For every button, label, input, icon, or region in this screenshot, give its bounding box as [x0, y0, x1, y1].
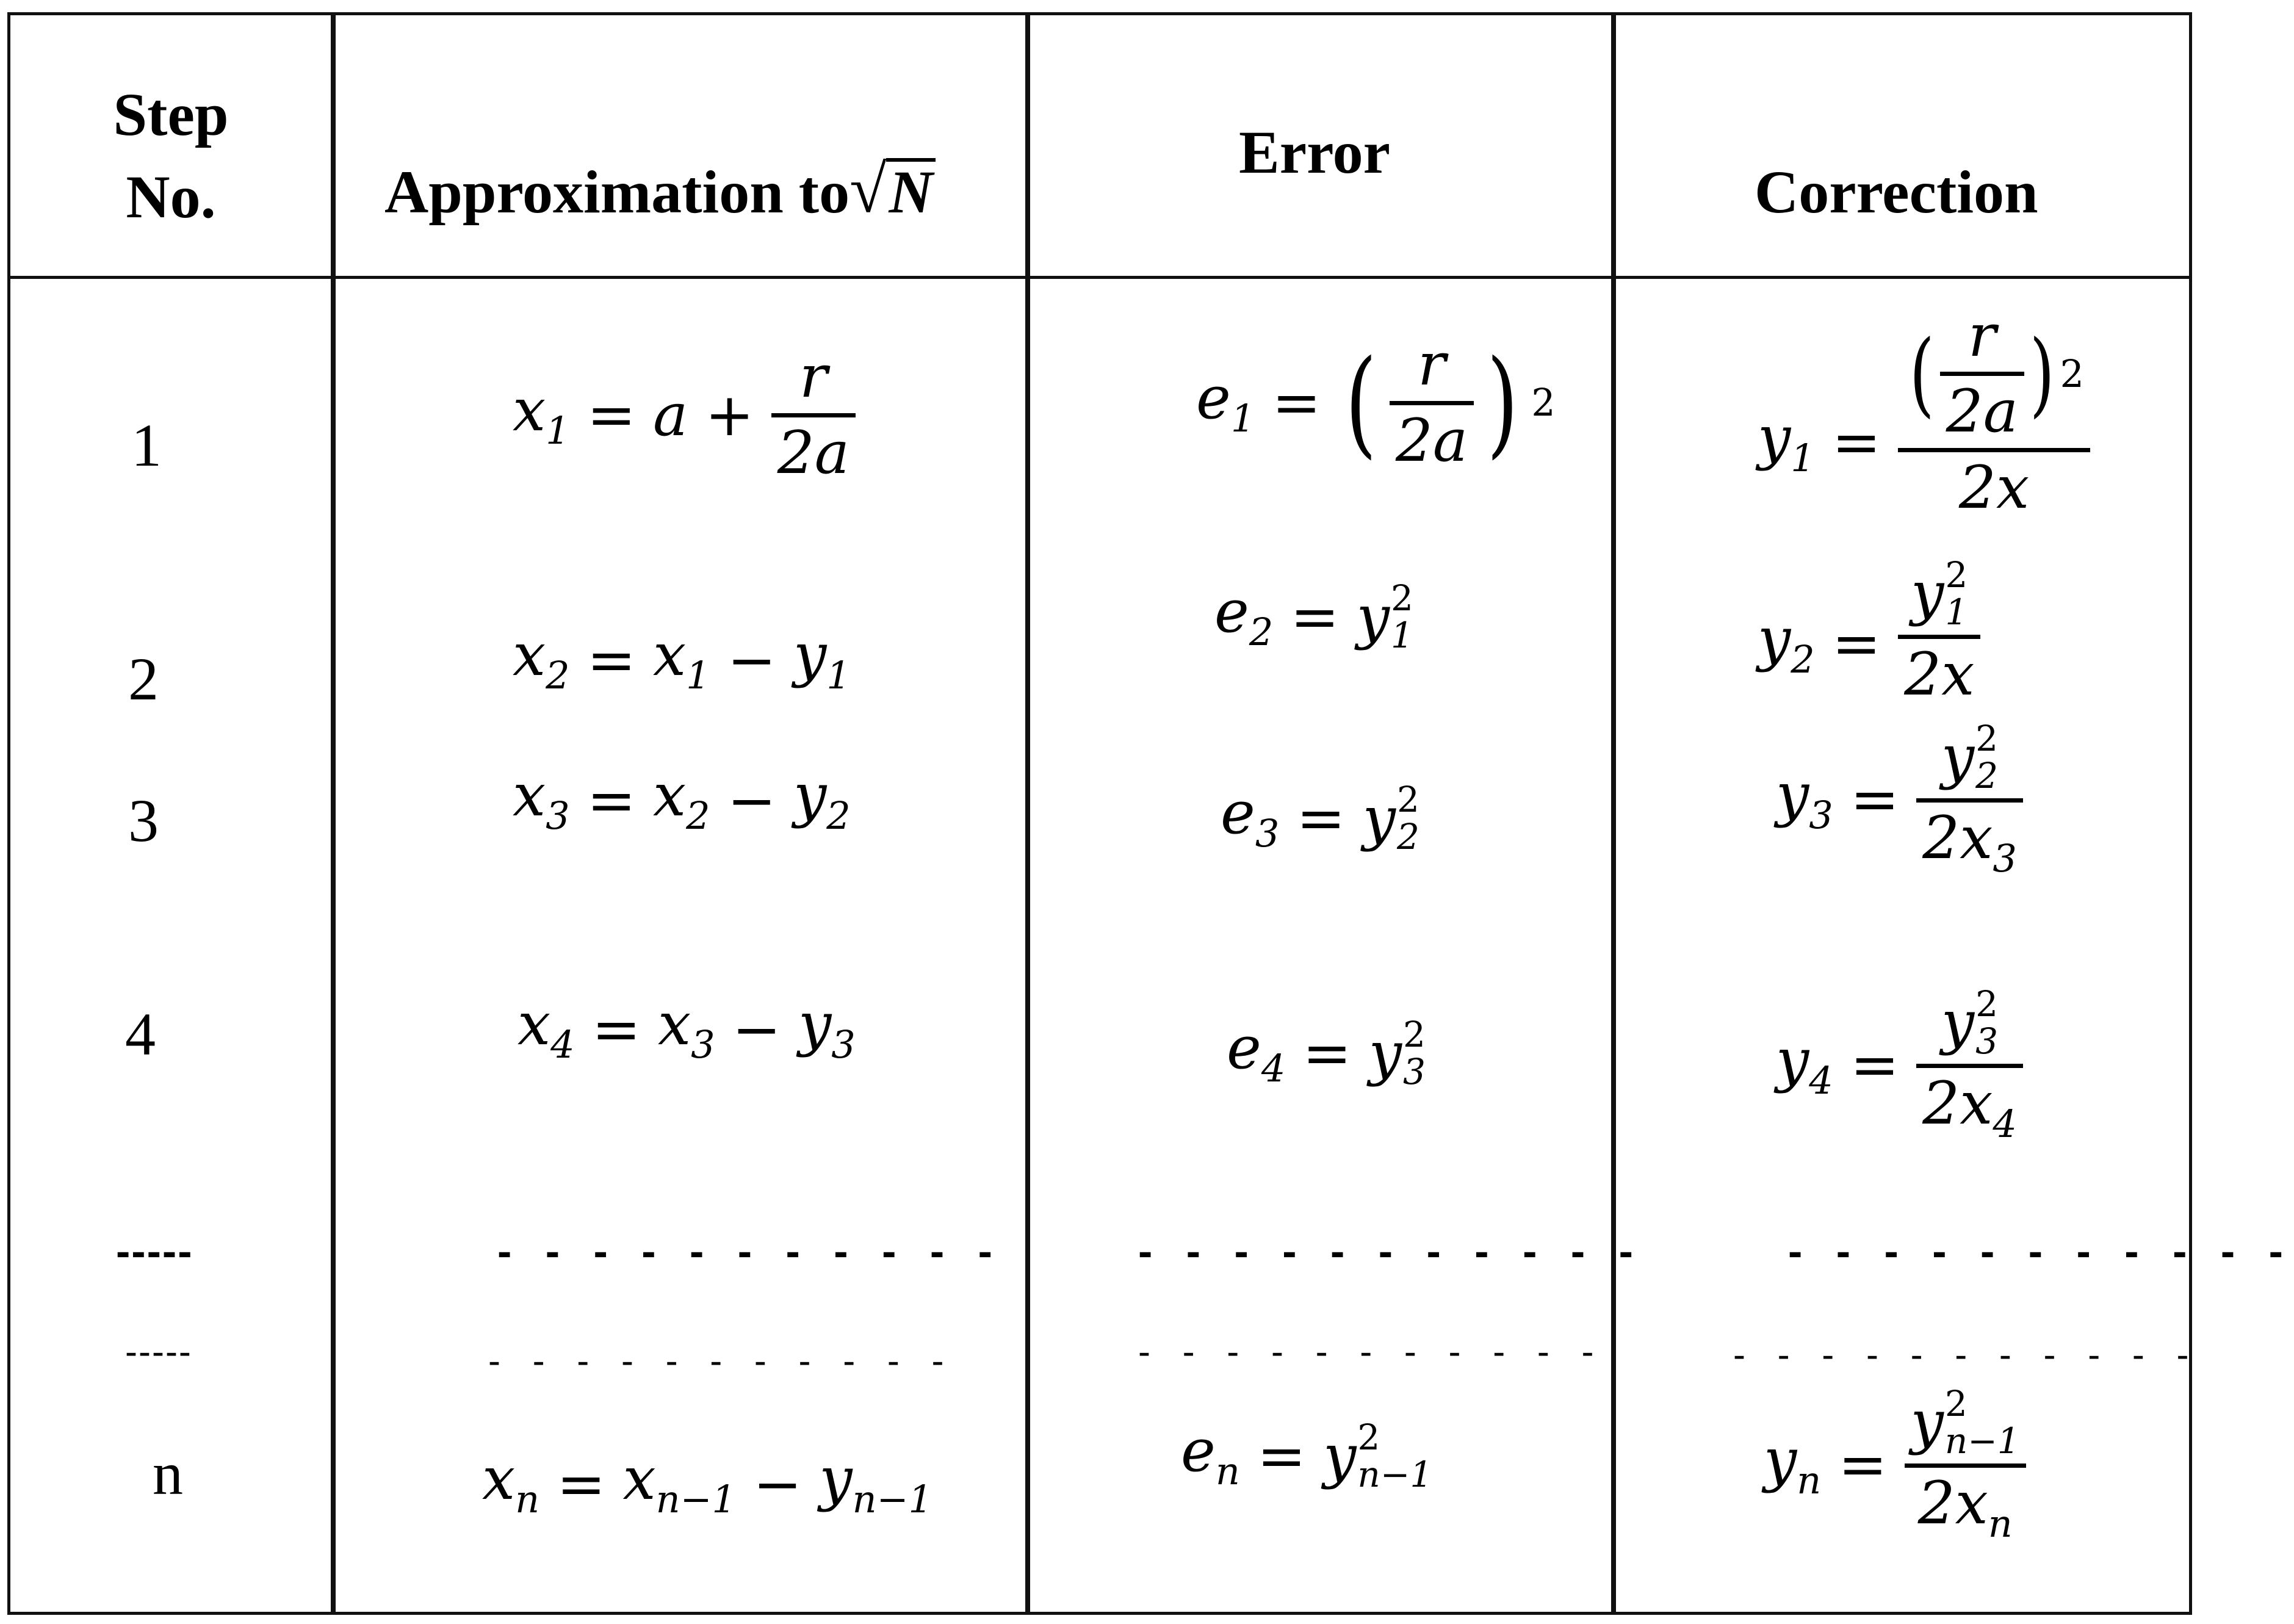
fraction — [1898, 554, 1980, 709]
fraction-bar — [1390, 401, 1474, 405]
numerator: y 2 2 — [1941, 718, 1999, 796]
left-parenthesis: ( — [1344, 335, 1377, 471]
equals-sign: = — [586, 766, 637, 835]
variable: $x_2$ — [653, 761, 710, 838]
equals-sign: = — [557, 1449, 606, 1518]
correction-ellipsis: - - - - - - - - - - - — [1788, 1227, 2294, 1275]
approx-formula-2 — [513, 621, 851, 698]
correction-ellipsis: - - - - - - - - - - - — [1733, 1334, 2200, 1375]
minus-sign: − — [752, 1449, 803, 1518]
numerator: y 2 3 — [1941, 983, 1999, 1062]
error-formula-n — [1181, 1416, 1433, 1495]
step-number: n — [153, 1440, 183, 1507]
fraction-bar — [1898, 635, 1980, 639]
fraction-bar — [1898, 448, 2090, 452]
fraction-bar — [1916, 1064, 2023, 1068]
approx-ellipsis: - - - - - - - - - - - — [488, 1340, 955, 1381]
numerator: y 2 1 — [1911, 554, 1968, 633]
variable: y 2 3 — [1368, 1014, 1426, 1092]
header-approximation — [384, 152, 936, 226]
numerator: y 2 n−1 — [1910, 1383, 2020, 1462]
fraction — [1390, 330, 1474, 475]
step-ellipsis: ----- — [125, 1331, 192, 1372]
denominator: $2x_n$ — [1917, 1468, 2013, 1546]
equals-sign: = — [586, 381, 637, 450]
approx-formula-4 — [518, 990, 856, 1067]
step-number: 4 — [125, 1000, 156, 1068]
column-divider-2 — [1025, 12, 1030, 1615]
error-formula-2 — [1214, 577, 1413, 656]
fraction — [771, 342, 856, 487]
equals-sign: = — [1831, 610, 1881, 678]
exponent: 2 — [1531, 380, 1556, 425]
plus-sign: + — [705, 381, 754, 450]
step-number: 3 — [128, 787, 159, 854]
variable: $e_3$ — [1221, 779, 1280, 856]
step-ellipsis: ----- — [116, 1227, 193, 1275]
variable: $x_1$ — [653, 621, 710, 698]
variable: $e_2$ — [1214, 577, 1274, 655]
fraction-bar — [771, 413, 856, 417]
denominator: $2x_4$ — [1922, 1069, 2017, 1146]
variable: $y_n$ — [1764, 1425, 1822, 1503]
denominator: 2a — [1395, 406, 1468, 475]
fraction — [1898, 301, 2090, 522]
equals-sign: = — [586, 626, 637, 695]
right-parenthesis: ) — [1487, 335, 1519, 471]
variable: $x_n$ — [482, 1445, 540, 1521]
variable: a — [653, 381, 688, 450]
variable: y 2 n−1 — [1323, 1416, 1433, 1495]
correction-formula-4 — [1776, 983, 2023, 1146]
equals-sign: = — [1850, 1031, 1900, 1100]
denominator: 2x — [1904, 640, 1975, 709]
fraction-bar — [1916, 798, 2023, 803]
variable: $y_1$ — [1758, 403, 1815, 480]
header-approximation-label: Approximation to — [384, 158, 850, 226]
fraction — [1905, 1385, 2026, 1545]
fraction-bar — [1905, 1463, 2026, 1468]
table-border-left — [7, 12, 10, 1615]
minus-sign: − — [732, 995, 782, 1064]
equals-sign: = — [1850, 765, 1900, 834]
fraction — [1916, 720, 2023, 879]
error-formula-3 — [1221, 781, 1419, 856]
variable: $e_4$ — [1227, 1014, 1286, 1091]
correction-formula-2 — [1758, 549, 1980, 709]
variable: y 2 2 — [1362, 779, 1419, 857]
variable: $x_3$ — [658, 990, 715, 1067]
column-divider-3 — [1611, 12, 1616, 1615]
approx-formula-3 — [513, 761, 851, 838]
minus-sign: − — [727, 766, 777, 835]
error-formula-1 — [1196, 330, 1556, 475]
variable: $x_1$ — [513, 375, 570, 453]
header-error: Error — [1239, 118, 1391, 186]
variable: y 2 1 — [1356, 577, 1413, 656]
variable: $y_1$ — [793, 621, 851, 698]
numerator: r — [799, 342, 828, 411]
radicand: N — [886, 158, 935, 223]
variable: $y_3$ — [1776, 760, 1833, 837]
variable: $x_2$ — [513, 621, 570, 698]
correction-formula-1 — [1758, 293, 2090, 522]
equals-sign: = — [1296, 784, 1346, 853]
denominator: $2x_3$ — [1922, 803, 2017, 881]
equals-sign: = — [1838, 1431, 1888, 1499]
error-ellipsis: - - - - - - - - - - - — [1138, 1227, 1644, 1275]
header-step-no: Step No. — [113, 81, 229, 231]
variable: $e_1$ — [1196, 363, 1255, 441]
correction-formula-3 — [1776, 720, 2023, 879]
variable: $y_2$ — [793, 761, 851, 838]
error-formula-4 — [1227, 1016, 1426, 1091]
variable: $y_{n-1}$ — [819, 1445, 932, 1521]
equals-sign: = — [1302, 1019, 1352, 1088]
variable: $y_4$ — [1776, 1025, 1833, 1103]
variable: $y_2$ — [1758, 604, 1815, 682]
step-number: 1 — [131, 411, 162, 479]
square-root-symbol — [849, 152, 936, 226]
approx-ellipsis: - - - - - - - - - - - — [497, 1227, 1003, 1275]
denominator: 2a — [777, 418, 850, 487]
radical-sign: √ — [849, 152, 887, 226]
variable: $x_4$ — [518, 990, 575, 1067]
fraction — [1916, 983, 2023, 1146]
equals-sign: = — [1290, 582, 1340, 651]
equals-sign: = — [1257, 1421, 1307, 1490]
header-correction: Correction — [1755, 158, 2038, 226]
equals-sign: = — [1831, 408, 1881, 477]
denominator: 2x — [1958, 453, 2030, 522]
variable: $e_n$ — [1181, 1416, 1240, 1494]
approx-formula-1 — [513, 342, 856, 487]
column-divider-1 — [331, 12, 336, 1615]
approx-formula-n — [482, 1445, 932, 1521]
variable: $x_{n-1}$ — [622, 1445, 736, 1521]
minus-sign: − — [727, 626, 777, 695]
equals-sign: = — [1272, 369, 1321, 438]
variable: $y_3$ — [798, 990, 856, 1067]
variable: $x_3$ — [513, 761, 570, 838]
step-number: 2 — [128, 645, 159, 713]
correction-formula-n — [1764, 1385, 2026, 1545]
numerator: r — [1418, 330, 1446, 399]
equals-sign: = — [591, 995, 641, 1064]
numerator: ( r 2a ) 2 — [1909, 301, 2084, 446]
error-ellipsis: - - - - - - - - - - - — [1138, 1331, 1605, 1372]
